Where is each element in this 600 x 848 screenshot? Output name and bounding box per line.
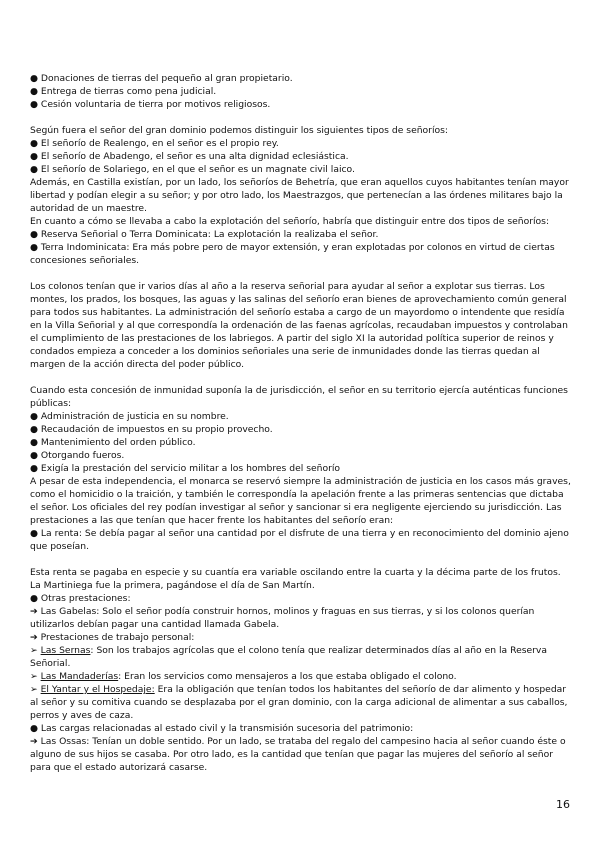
bullet-item: ● Terra Indominicata: Era más pobre pero de mayor extensión, y eran explotadas por colonos en virtud de ciertas concesiones señoriales. [30,242,555,266]
paragraph-gap [30,111,572,124]
paragraph-gap [30,267,572,280]
paragraph: ● Otras prestaciones: [30,593,131,604]
sub-item-text: Era la obligación que tenían todos los habitantes del señorío de dar alimento y hospedar al señor y su comitiva cuando se desplazaba por el gran dominio, con la carga adicional de alimentar a sus caballos, perros y aves de caza. [30,684,568,721]
bullet-item: ● Mantenimiento del orden público. [30,437,196,448]
paragraph: ➔ Las Gabelas: Solo el señor podía construir hornos, molinos y fraguas en sus tierras, y si los colonos querían utilizarlos debían pagar una cantidad llamada Gabela. [30,606,535,630]
sub-item-term: El Yantar y el Hospedaje: [40,684,155,695]
paragraph: ➔ Las Ossas: Tenían un doble sentido. Por un lado, se trataba del regalo del campesino hacia al señor cuando éste o alguno de sus hijos se casaba. Por otro lado, es la cantidad que tenían que pagar las mujeres del señorío al señor para que el estado autorizará casarse. [30,736,566,773]
paragraph: A pesar de esta independencia, el monarca se reservó siempre la administración de justicia en los casos más graves, como el homicidio o la traición, y también le correspondía la apelación frente a las primeras sentencias que dictaba el señor. Los oficiales del rey podían investigar al señor y sancionar si era negligente ejerciendo su jurisdicción. Las prestaciones a las que tenían que hacer frente los habitantes del señorío eran: [30,476,571,526]
bullet-item: ● Donaciones de tierras del pequeño al gran propietario. [30,73,293,84]
sub-item-text: : Eran los servicios como mensajeros a los que estaba obligado el colono. [118,671,457,682]
sub-item-marker: ➢ [30,645,41,656]
sub-item-term: Las Sernas [40,645,91,656]
bullet-item: ● El señorío de Solariego, en el que el señor es un magnate civil laico. [30,164,355,175]
sub-item-text: : Son los trabajos agrícolas que el colono tenía que realizar determinados días al año en la Reserva Señorial. [30,645,548,669]
sub-item-term: Las Mandaderías [40,671,119,682]
paragraph: En cuanto a cómo se llevaba a cabo la explotación del señorío, habría que distinguir entre dos tipos de señoríos: [30,216,550,227]
page-body [30,72,572,774]
sub-item [30,644,572,670]
paragraph: ➔ Prestaciones de trabajo personal: [30,632,195,643]
bullet-item: ● El señorío de Realengo, en el señor es el propio rey. [30,138,279,149]
paragraph: Cuando esta concesión de inmunidad suponía la de jurisdicción, el señor en su territorio ejercía auténticas funciones públicas: [30,385,568,409]
bullet-item: ● Recaudación de impuestos en su propio provecho. [30,424,273,435]
paragraph: Además, en Castilla existían, por un lado, los señoríos de Behetría, que eran aquellos cuyos habitantes tenían mayor libertad y podían elegir a su señor; y por otro lado, los Maestrazgos, que pertenecían a las órdenes militares bajo la autoridad de un maestre. [30,177,569,214]
bullet-item: ● Exigía la prestación del servicio militar a los hombres del señorío [30,463,341,474]
paragraph: Según fuera el señor del gran dominio podemos distinguir los siguientes tipos de señoríos: [30,125,449,136]
paragraph-gap [30,553,572,566]
sub-item-marker: ➢ [30,671,41,682]
paragraph: ● Las cargas relacionadas al estado civil y la transmisión sucesoria del patrimonio: [30,723,414,734]
bullet-item: ● Cesión voluntaria de tierra por motivos religiosos. [30,99,271,110]
paragraph: ● La renta: Se debía pagar al señor una cantidad por el disfrute de una tierra y en reconocimiento del dominio ajeno que poseían. [30,528,569,552]
paragraph: Esta renta se pagaba en especie y su cuantía era variable oscilando entre la cuarta y la décima parte de los frutos. La Martiniega fue la primera, pagándose el día de San Martín. [30,567,561,591]
sub-item [30,670,572,683]
sub-item-marker: ➢ [30,684,41,695]
bullet-item: ● Entrega de tierras como pena judicial. [30,86,217,97]
bullet-item: ● El señorío de Abadengo, el señor es una alta dignidad eclesiástica. [30,151,349,162]
sub-item [30,683,572,722]
bullet-item: ● Reserva Señorial o Terra Dominicata: La explotación la realizaba el señor. [30,229,379,240]
paragraph: Los colonos tenían que ir varios días al año a la reserva señorial para ayudar al señor a explotar sus tierras. Los montes, los prados, los bosques, las aguas y las salinas del señorío eran bienes de aprovechamiento común general para todos sus habitantes. La administración del señorío estaba a cargo de un mayordomo o intendente que residía en la Villa Señorial y al que correspondía la ordenación de las faenas agrícolas, recaudaban impuestos y controlaban el cumplimiento de las prestaciones de los labriegos. A partir del siglo XI la autoridad política superior de reinos y condados empieza a conceder a los dominios señoriales una serie de inmunidades donde las tierras quedan al margen de la acción directa del poder público. [30,281,568,370]
bullet-item: ● Administración de justicia en su nombre. [30,411,229,422]
page-number: 16 [556,798,570,811]
bullet-item: ● Otorgando fueros. [30,450,125,461]
paragraph-gap [30,371,572,384]
